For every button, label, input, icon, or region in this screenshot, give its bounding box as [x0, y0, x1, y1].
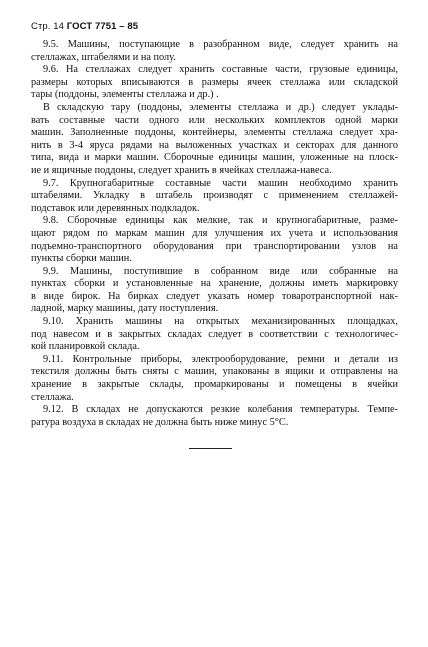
- text-line: ратура воздуха в складах не должна быть ниже минус 5°С.: [31, 416, 289, 428]
- paragraph: [31, 404, 398, 429]
- text-line: стеллажа.: [31, 391, 74, 403]
- page-header: [31, 21, 138, 32]
- document-body: [31, 39, 398, 429]
- text-line: 9.10. Хранить машины на открытых механизированных площадках,: [43, 316, 398, 328]
- text-line: В складскую тару (поддоны, элементы стеллажа и др.) следует уклады-: [43, 101, 398, 113]
- text-line: пункты сборки машин.: [31, 253, 132, 265]
- end-rule: [189, 448, 232, 449]
- text-line: подъемно-транспортного оборудования при транспортировании узлов на: [31, 240, 398, 252]
- text-line: 9.6. На стеллажах следует хранить составные части, грузовые единицы,: [43, 64, 398, 76]
- text-line: нить в 3-4 яруса рядами на выложенных участках и секторах для данного: [31, 139, 398, 151]
- text-line: кой планировкой склада.: [31, 341, 140, 353]
- paragraph: [31, 354, 398, 404]
- text-line: в виде бирок. На бирках следует указать номер товаротранспортной нак-: [31, 290, 398, 302]
- text-line: 9.8. Сборочные единицы как мелкие, так и крупногабаритные, разме-: [43, 215, 398, 227]
- text-line: штабелями. Укладку в штабель производят с применением стеллажей-: [31, 190, 398, 202]
- text-line: типа, вида и марки машин. Сборочные единицы машин, уложенные на плоск-: [31, 152, 398, 164]
- text-line: размеры которых вписываются в размеры ячеек стеллажа или складской: [31, 76, 398, 88]
- page-number: Стр. 14: [31, 21, 65, 32]
- text-line: 9.7. Крупногабаритные составные части машин необходимо хранить: [43, 177, 398, 189]
- text-line: 9.11. Контрольные приборы, электрооборудование, ремни и детали из: [43, 353, 398, 365]
- paragraph: [31, 178, 398, 216]
- text-line: щают рядом по маркам машин для улучшения их учета и использования: [31, 227, 398, 239]
- text-line: ие и ящичные поддоны, следует хранить в ячейках стеллажа-навеса.: [31, 164, 332, 176]
- paragraph: [31, 39, 398, 64]
- paragraph: [31, 215, 398, 265]
- text-line: машин. Заполненные поддоны, контейнеры, элементы стеллажа следует хра-: [31, 127, 398, 139]
- text-line: 9.5. Машины, поступающие в разобранном виде, следует хранить на: [43, 39, 398, 50]
- text-line: 9.9. Машины, поступившие в собранном виде или собранные на: [43, 265, 398, 277]
- text-line: вать составные части одного или нескольких комплектов одной марки: [31, 114, 398, 126]
- paragraph: [31, 64, 398, 102]
- paragraph: [31, 316, 398, 354]
- text-line: тары (поддоны, элементы стеллажа и др.) .: [31, 89, 219, 101]
- text-line: подставок или деревянных подкладок.: [31, 202, 200, 214]
- text-line: стеллажах, штабелями и на полу.: [31, 51, 176, 63]
- text-line: текстиля должны быть сняты с машин, упакованы в ящики и отправлены на: [31, 366, 398, 378]
- standard-code: ГОСТ 7751 – 85: [66, 21, 139, 32]
- text-line: ладной, марку машины, дату поступления.: [31, 303, 219, 315]
- paragraph: [31, 102, 398, 178]
- text-line: пунктах сборки и установленные на хранение, должны иметь маркировку: [31, 278, 398, 290]
- text-line: под навесом и в закрытых складах следует в соответствии с технологичес-: [31, 328, 398, 340]
- text-line: хранение в закрытые склады, промаркированы и помещены в ячейки: [31, 379, 398, 391]
- paragraph: [31, 266, 398, 316]
- text-line: 9.12. В складах не допускаются резкие колебания температуры. Темпе-: [43, 404, 398, 416]
